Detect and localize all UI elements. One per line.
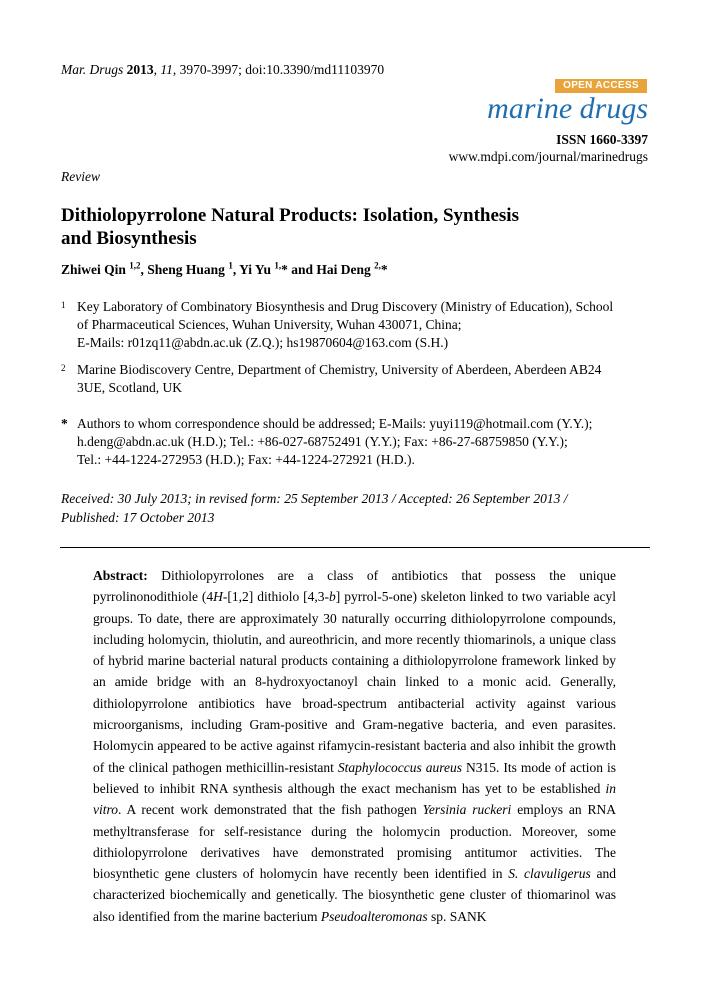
header-divider — [60, 547, 650, 548]
dates-line: Received: 30 July 2013; in revised form: 25 September 2013 / Accepted: 26 September 2013 / — [61, 491, 568, 506]
abstract-text: Dithiolopyrrolones are a class of antibiotics that possess the unique pyrrolinonodithiole (4 — [93, 568, 616, 605]
publication-dates — [61, 489, 646, 527]
author-affiliation-mark: 1, — [274, 260, 282, 271]
abstract-text: N315. Its mode of action is believed to inhibit RNA synthesis although the exact mechanism has yet to be established — [93, 759, 616, 796]
abstract-italic: S. clavuligerus — [508, 866, 591, 882]
affiliation-line: 3UE, Scotland, UK — [77, 380, 182, 395]
citation-line: Mar. Drugs 2013, 11, 3970-3997; doi:10.3390/md11103970 — [61, 62, 385, 77]
affiliation-mark: 2 — [61, 363, 66, 373]
corresponding-star: * — [281, 262, 288, 277]
author-affiliation-mark: 2, — [374, 260, 381, 271]
abstract-italic: b — [329, 589, 336, 605]
affiliation-line: Marine Biodiscovery Centre, Department of Chemistry, University of Aberdeen, Aberdeen AB24 — [77, 362, 602, 377]
correspondence-line: Authors to whom correspondence should be addressed; E-Mails: yuyi119@hotmail.com (Y.Y.); — [77, 416, 593, 431]
article-title — [61, 204, 621, 250]
author-name: Sheng Huang — [147, 262, 225, 277]
affiliation-text — [77, 361, 651, 397]
citation-rest: , 3970-3997; doi:10.3390/md11103970 — [172, 62, 385, 77]
abstract-text: -[1,2] dithiolo [4,3- — [222, 589, 330, 605]
author-name: Yi Yu — [239, 262, 271, 277]
author-name: Hai Deng — [316, 262, 371, 277]
author-separator: , — [232, 262, 240, 277]
abstract-text: employs an RNA methyltransferase for self-resistance during the holomycin production. Moreover, some dithiolopyrrolone derivatives have demonstrated promising antitumor activities. The biosynthetic gene clusters of holomycin have recently been identified in — [93, 802, 616, 882]
author-affiliation-mark: 1 — [228, 260, 233, 271]
abstract-italic: Yersinia ruckeri — [422, 802, 512, 818]
citation-journal: Mar. Drugs — [61, 62, 124, 77]
issn: ISSN 1660-3397 — [556, 132, 648, 147]
correspondence-text — [77, 415, 657, 469]
author-list — [61, 262, 388, 278]
open-access-badge: OPEN ACCESS — [555, 79, 647, 93]
affiliation-text — [77, 298, 651, 352]
abstract-italic: Pseudoalteromonas — [320, 908, 428, 924]
title-line-1: Dithiolopyrrolone Natural Products: Isolation, Synthesis — [61, 205, 519, 226]
article-type: Review — [61, 169, 100, 184]
abstract-label: Abstract: — [93, 568, 148, 583]
author-separator: , — [140, 262, 148, 277]
journal-logo: marine drugs — [487, 92, 648, 125]
author-separator: and — [287, 262, 317, 277]
abstract-text: . A recent work demonstrated that the fish pathogen — [118, 802, 423, 818]
abstract-text: ] pyrrol-5-one) skeleton linked to two variable acyl groups. To date, there are approximately 30 naturally occurring dithiolopyrrolone compounds, including holomycin, thiolutin, and aureothricin, and more recently thiomarinols, a unique class of hybrid marine bacterial natural products containing a dithiolopyrrolone framework linked by an amide bridge with an 8-hydroxyoctanoyl chain linked to a monic acid. Generally, dithiolopyrrolone antibiotics have broad-spectrum antibacterial activity against various microorganisms, including Gram-positive and Gram-negative bacteria, and even parasites. Holomycin appeared to be active against rifamycin-resistant bacteria and also inhibit the growth of the clinical pathogen methicillin-resistant — [93, 589, 616, 775]
correspondence-mark: * — [61, 416, 68, 431]
citation-year: 2013 — [126, 62, 154, 77]
abstract-text: sp. SANK — [427, 908, 487, 924]
abstract-italic: H — [213, 589, 223, 605]
abstract — [93, 565, 616, 927]
correspondence-line: h.deng@abdn.ac.uk (H.D.); Tel.: +86-027-68752491 (Y.Y.); Fax: +86-27-68759850 (Y.Y.); — [77, 434, 568, 449]
affiliation-email-line: E-Mails: r01zq11@abdn.ac.uk (Z.Q.); hs19870604@163.com (S.H.) — [77, 335, 449, 350]
author-name: Zhiwei Qin — [61, 262, 126, 277]
citation-volume: 11 — [160, 62, 173, 77]
affiliation-line: Key Laboratory of Combinatory Biosynthesis and Drug Discovery (Ministry of Education), School — [77, 299, 614, 314]
correspondence-line: Tel.: +44-1224-272953 (H.D.); Fax: +44-1224-272921 (H.D.). — [77, 452, 415, 467]
author-affiliation-mark: 1,2 — [129, 260, 141, 271]
abstract-text: and characterized biochemically and genetically. The biosynthetic gene cluster of thiomarinol was also identified from the marine bacterium — [93, 866, 616, 924]
affiliation-line: of Pharmaceutical Sciences, Wuhan University, Wuhan 430071, China; — [77, 317, 462, 332]
abstract-italic: Staphylococcus aureus — [337, 759, 463, 775]
corresponding-star: * — [380, 262, 388, 277]
affiliation-mark: 1 — [61, 300, 66, 310]
dates-line: Published: 17 October 2013 — [61, 510, 215, 525]
title-line-2: and Biosynthesis — [61, 228, 197, 249]
abstract-italic: in vitro — [93, 780, 616, 818]
journal-url[interactable]: www.mdpi.com/journal/marinedrugs — [448, 149, 648, 164]
